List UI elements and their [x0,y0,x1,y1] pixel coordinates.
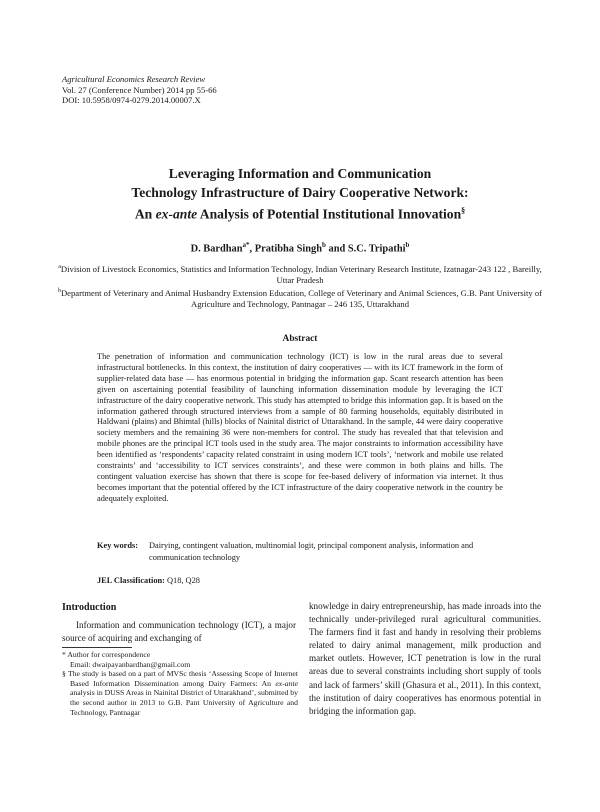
author-2: Pratibha Singh [254,243,323,255]
author-3: S.C. Tripathi [347,243,406,255]
footnote-2-italic: ex-ante [275,678,298,688]
footnote-2-pre: The study is based on a part of MVSc thesis ‘Assessing Scope of Internet Based Information Dissemination among Dairy Farmers: An [67,669,298,688]
author-1: D. Bardhan [190,243,243,255]
title-footnote-mark: § [461,206,466,215]
introduction-heading: Introduction [62,602,117,613]
jel-codes: Q18, Q28 [164,576,200,585]
affiliation-b-text: Department of Veterinary and Animal Husbandry Extension Education, College of Veterinary and Animal Sciences, G.B. Pant University of Agriculture and Technology, Pantnagar – 246 135, Uttarakhand [60,287,543,309]
footnote-email: Email: dwaipayanbardhan@gmail.com [70,659,191,669]
title-line-3-post: Analysis of Potential Institutional Innovation [197,206,462,222]
author-list [40,241,560,254]
author-sep-2: and [325,243,348,255]
jel-classification [97,576,200,585]
keywords-text: Dairying, contingent valuation, multinomial logit, principal component analysis, information and communication technology [149,541,474,562]
affiliation-a-text: Division of Livestock Economics, Statistics and Information Technology, Indian Veterinary Research Institute, Izatnagar-243 122 , Bareilly, Uttar Pradesh [60,263,542,285]
author-1-sup: a* [242,241,250,249]
journal-header [62,74,217,106]
footnote-author [62,650,298,660]
author-3-sup: b [405,241,410,249]
introduction-column-1: Information and communication technology (ICT), a major source of acquiring and exchanging of [62,620,296,644]
author-sep-1: , [249,243,255,255]
keywords-label: Key words: [97,541,139,550]
affiliation-a-sup: a [58,264,61,270]
affiliation-a [50,262,550,285]
footnote-1-text: Author for correspondence [67,650,151,659]
title-line-3 [40,202,560,224]
footnote-2-mark: § [62,669,66,679]
introduction-column-2: knowledge in dairy entrepreneurship, has made inroads into the technically under-privileged rural agricultural communities. The farmers find it fast and handy in resolving their problems related to dairy animal management, milk production and market outlets. However, ICT penetration is low in the rural areas due to several constraints including short supply of tools and lack of farmers’ skill (Ghasura et al., 2011). In this context, the institution of dairy cooperatives has enormous potential in bridging the information gap. [309,601,541,716]
title-line-1: Leveraging Information and Communication [168,166,432,181]
footnote-thesis [62,669,298,717]
affiliation-b-sup: b [57,288,61,294]
title-line-3-pre: An [134,206,156,222]
author-2-sup: b [322,241,326,249]
footnote-1-mark: * [62,650,66,659]
title-line-3-italic: ex-ante [155,206,198,222]
footnotes [62,650,298,717]
journal-doi: DOI: 10.5958/0974-0279.2014.00007.X [62,95,201,106]
journal-volume: Vol. 27 (Conference Number) 2014 pp 55-66 [62,84,217,95]
abstract-text: The penetration of information and communication technology (ICT) is low in the rural areas due to several infrastructural bottlenecks. In this context, the institution of dairy cooperatives — with its ICT framework in the form of supplier-related data base — has enormous potential in bridging the information gap. Scant research attention has been given on ascertaining potential feasibility of launching information dissemination module by leveraging the ICT infrastructure of the dairy cooperative network. This study has attempted to bridge this information gap. It is based on the information gathered through structured interviews from a sample of 80 farming households, equitably distributed in Haldwani (plains) and Bhimtal (hills) blocks of Nainital district of Uttarakhand. In the sample, 44 were dairy cooperative society members and the remaining 36 were non-members for control. The study has revealed that that television and mobile phones are the principal ICT tools used in the study area. The major constraints to information accessibility have been identified as ‘respondents’ capacity related constraint in using modern ICT tools’, ‘network and mobile use related constraints’ and ‘accessibility to ICT services constraints’, and these were common in both plains and hills. The contingent valuation exercise has shown that there is scope for fee-based delivery of information via internet. It thus becomes important that the potential offered by the ICT infrastructure of the dairy cooperative network in the country be adequately exploited. [97,352,503,503]
title-line-2: Technology Infrastructure of Dairy Cooperative Network: [131,184,469,200]
keywords [97,540,507,563]
footnote-2-post: analysis in DUSS Areas in Nainital District of Uttarakhand’, submitted by the second author in 2013 to G.B. Pant University of Agriculture and Technology, Pantnagar [70,688,298,717]
footnote-divider [62,647,132,648]
abstract-heading: Abstract [282,334,318,344]
affiliation-b [50,286,550,309]
paper-title [40,165,560,224]
journal-name: Agricultural Economics Research Review [62,74,206,84]
jel-label: JEL Classification: [97,576,165,585]
